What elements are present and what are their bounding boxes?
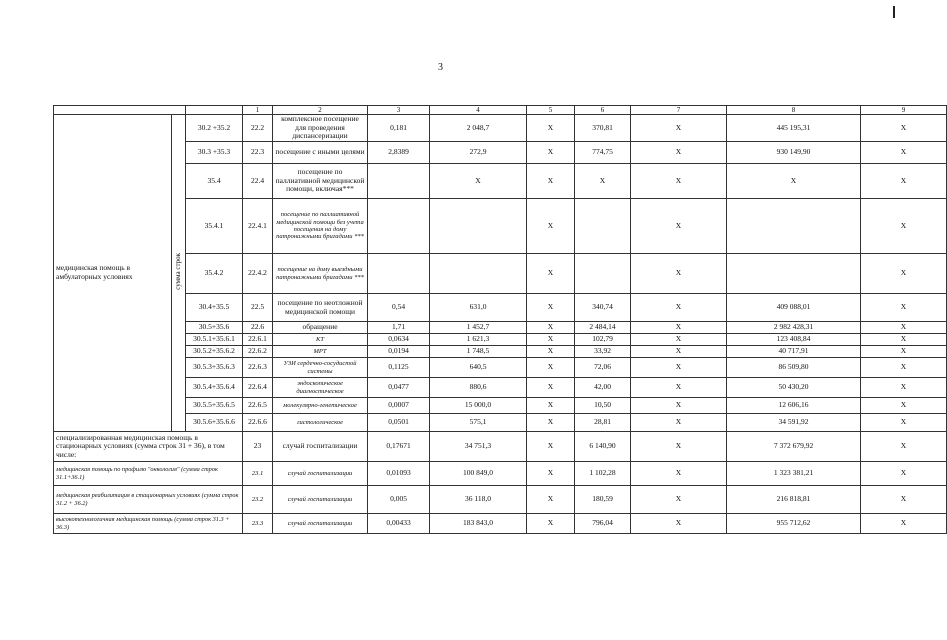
value-cell-col9: X xyxy=(861,378,947,398)
value-cell-col4: 2 048,7 xyxy=(430,115,527,142)
value-cell-col6: 72,06 xyxy=(575,358,631,378)
value-cell-col8: 216 818,81 xyxy=(727,486,861,514)
header-cell-3: 3 xyxy=(368,106,430,115)
row-description: КТ xyxy=(273,334,368,346)
row-description: случай госпитализации xyxy=(273,432,368,462)
value-cell-col7: X xyxy=(631,414,727,432)
header-cell-9: 9 xyxy=(861,106,947,115)
header-cell-blank xyxy=(54,106,186,115)
row-description: посещение с иными целями xyxy=(273,142,368,164)
header-row xyxy=(54,106,947,115)
row-description: гистологическое xyxy=(273,414,368,432)
summary-row xyxy=(54,432,947,462)
value-cell-col9: X xyxy=(861,432,947,462)
value-cell-col9: X xyxy=(861,294,947,322)
value-cell-col8: 40 717,91 xyxy=(727,346,861,358)
row-number: 22.6.3 xyxy=(243,358,273,378)
header-cell-5: 5 xyxy=(527,106,575,115)
value-cell-col5: X xyxy=(527,414,575,432)
value-cell-col9: X xyxy=(861,414,947,432)
summary-row xyxy=(54,462,947,486)
row-description: МРТ xyxy=(273,346,368,358)
value-cell-col5: X xyxy=(527,358,575,378)
value-cell-col6: 10,50 xyxy=(575,398,631,414)
table-row xyxy=(54,164,947,199)
row-number: 23.2 xyxy=(243,486,273,514)
value-cell-col8: 409 088,01 xyxy=(727,294,861,322)
header-cell-6: 6 xyxy=(575,106,631,115)
value-cell-col5: X xyxy=(527,346,575,358)
value-cell-col6: 180,59 xyxy=(575,486,631,514)
summary-label: медицинская реабилитация в стационарных условиях (сумма строк 31.2 + 36.2) xyxy=(54,486,243,514)
value-cell-col5: X xyxy=(527,432,575,462)
row-number: 22.4 xyxy=(243,164,273,199)
value-cell-col3: 0,00433 xyxy=(368,514,430,534)
value-cell-col6: 1 102,28 xyxy=(575,462,631,486)
row-description: случай госпитализации xyxy=(273,486,368,514)
row-description: УЗИ сердечно-сосудистой системы xyxy=(273,358,368,378)
value-cell-col3: 0,181 xyxy=(368,115,430,142)
value-cell-col5: X xyxy=(527,322,575,334)
value-cell-col5: X xyxy=(527,115,575,142)
value-cell-col4: 34 751,3 xyxy=(430,432,527,462)
value-cell-col3: 0,0634 xyxy=(368,334,430,346)
header-cell-1: 1 xyxy=(243,106,273,115)
row-description: посещение по паллиативной медицинской помощи, включая*** xyxy=(273,164,368,199)
value-cell-col7: X xyxy=(631,486,727,514)
value-cell-col9: X xyxy=(861,115,947,142)
value-cell-col7: X xyxy=(631,346,727,358)
row-source: 30.5.6+35.6.6 xyxy=(186,414,243,432)
value-cell-col6: 370,81 xyxy=(575,115,631,142)
value-cell-col3: 1,71 xyxy=(368,322,430,334)
value-cell-col3: 0,54 xyxy=(368,294,430,322)
table-row xyxy=(54,414,947,432)
header-cell-8: 8 xyxy=(727,106,861,115)
value-cell-col3 xyxy=(368,254,430,294)
summary-row xyxy=(54,486,947,514)
value-cell-col3: 0,0007 xyxy=(368,398,430,414)
header-cell-4: 4 xyxy=(430,106,527,115)
value-cell-col7: X xyxy=(631,334,727,346)
row-number: 22.6.4 xyxy=(243,378,273,398)
row-number: 22.2 xyxy=(243,115,273,142)
table-row xyxy=(54,358,947,378)
value-cell-col9: X xyxy=(861,358,947,378)
row-number: 22.6 xyxy=(243,322,273,334)
value-cell-col4: 15 000,0 xyxy=(430,398,527,414)
value-cell-col8 xyxy=(727,254,861,294)
value-cell-col6: 340,74 xyxy=(575,294,631,322)
value-cell-col3: 0,01093 xyxy=(368,462,430,486)
row-source: 30.2 +35.2 xyxy=(186,115,243,142)
value-cell-col5: X xyxy=(527,462,575,486)
value-cell-col6: 33,92 xyxy=(575,346,631,358)
header-cell-blank2 xyxy=(186,106,243,115)
value-cell-col7: X xyxy=(631,398,727,414)
value-cell-col7: X xyxy=(631,254,727,294)
value-cell-col4: 36 118,0 xyxy=(430,486,527,514)
value-cell-col4: 575,1 xyxy=(430,414,527,432)
row-number: 23 xyxy=(243,432,273,462)
summary-label: специализированная медицинская помощь в стационарных условиях (сумма строк 31 + 36), в том числе: xyxy=(54,432,243,462)
row-number: 22.3 xyxy=(243,142,273,164)
row-source: 30.4+35.5 xyxy=(186,294,243,322)
table-row xyxy=(54,199,947,254)
value-cell-col9: X xyxy=(861,164,947,199)
table-row xyxy=(54,378,947,398)
row-description: посещение по паллиативной медицинской помощи без учета посещения на дому патронажными бригадами *** xyxy=(273,199,368,254)
value-cell-col7: X xyxy=(631,294,727,322)
value-cell-col5: X xyxy=(527,398,575,414)
row-source: 30.5+35.6 xyxy=(186,322,243,334)
value-cell-col5: X xyxy=(527,294,575,322)
value-cell-col6: 102,79 xyxy=(575,334,631,346)
value-cell-col3: 0,005 xyxy=(368,486,430,514)
value-cell-col4: 100 849,0 xyxy=(430,462,527,486)
value-cell-col6: 796,04 xyxy=(575,514,631,534)
table-row xyxy=(54,115,947,142)
value-cell-col6: 28,81 xyxy=(575,414,631,432)
value-cell-col4: 1 452,7 xyxy=(430,322,527,334)
value-cell-col7: X xyxy=(631,322,727,334)
value-cell-col8: 50 430,20 xyxy=(727,378,861,398)
row-source: 30.3 +35.3 xyxy=(186,142,243,164)
value-cell-col4: 631,0 xyxy=(430,294,527,322)
value-cell-col4: 880,6 xyxy=(430,378,527,398)
value-cell-col4: 272,9 xyxy=(430,142,527,164)
value-cell-col4 xyxy=(430,254,527,294)
row-source: 35.4.2 xyxy=(186,254,243,294)
row-description: случай госпитализации xyxy=(273,462,368,486)
value-cell-col3 xyxy=(368,199,430,254)
value-cell-col8 xyxy=(727,199,861,254)
row-description: комплексное посещение для проведения диспансеризации xyxy=(273,115,368,142)
table-row xyxy=(54,142,947,164)
vertical-label: сумма строк xyxy=(174,253,183,291)
data-table xyxy=(53,105,947,534)
row-number: 23.3 xyxy=(243,514,273,534)
value-cell-col4: 183 843,0 xyxy=(430,514,527,534)
table-row xyxy=(54,322,947,334)
value-cell-col6: 774,75 xyxy=(575,142,631,164)
value-cell-col5: X xyxy=(527,514,575,534)
value-cell-col7: X xyxy=(631,142,727,164)
row-description: эндоскопическое диагностическое xyxy=(273,378,368,398)
row-number: 22.5 xyxy=(243,294,273,322)
value-cell-col5: X xyxy=(527,142,575,164)
value-cell-col9: X xyxy=(861,486,947,514)
vertical-label-cell xyxy=(172,115,186,432)
row-source: 35.4.1 xyxy=(186,199,243,254)
row-description: молекулярно-генетическое xyxy=(273,398,368,414)
row-number: 22.6.1 xyxy=(243,334,273,346)
value-cell-col7: X xyxy=(631,358,727,378)
row-description: посещение на дому выездными патронажными бригадами *** xyxy=(273,254,368,294)
value-cell-col3: 0,0501 xyxy=(368,414,430,432)
value-cell-col8: 7 372 679,92 xyxy=(727,432,861,462)
value-cell-col6: 42,00 xyxy=(575,378,631,398)
value-cell-col3: 0,1125 xyxy=(368,358,430,378)
value-cell-col5: X xyxy=(527,378,575,398)
value-cell-col6: X xyxy=(575,164,631,199)
table-row xyxy=(54,334,947,346)
value-cell-col8: 123 408,84 xyxy=(727,334,861,346)
value-cell-col9: X xyxy=(861,199,947,254)
table-row xyxy=(54,398,947,414)
row-number: 22.4.2 xyxy=(243,254,273,294)
row-number: 22.4.1 xyxy=(243,199,273,254)
value-cell-col8: 34 591,92 xyxy=(727,414,861,432)
row-number: 22.6.2 xyxy=(243,346,273,358)
row-description: случай госпитализации xyxy=(273,514,368,534)
summary-row xyxy=(54,514,947,534)
value-cell-col8: 930 149,90 xyxy=(727,142,861,164)
row-source: 30.5.1+35.6.1 xyxy=(186,334,243,346)
value-cell-col7: X xyxy=(631,199,727,254)
value-cell-col8: 1 323 381,21 xyxy=(727,462,861,486)
table-row xyxy=(54,294,947,322)
row-number: 22.6.5 xyxy=(243,398,273,414)
value-cell-col8: 2 982 428,31 xyxy=(727,322,861,334)
row-source: 35.4 xyxy=(186,164,243,199)
value-cell-col3: 0,0194 xyxy=(368,346,430,358)
value-cell-col8: X xyxy=(727,164,861,199)
value-cell-col8: 12 606,16 xyxy=(727,398,861,414)
row-number: 23.1 xyxy=(243,462,273,486)
value-cell-col3: 0,17671 xyxy=(368,432,430,462)
value-cell-col5: X xyxy=(527,254,575,294)
row-description: обращение xyxy=(273,322,368,334)
value-cell-col6 xyxy=(575,254,631,294)
summary-label: медицинская помощь по профилю "онкология" (сумма строк 31.1+36.1) xyxy=(54,462,243,486)
value-cell-col6: 2 484,14 xyxy=(575,322,631,334)
group-label: медицинская помощь в амбулаторных условиях xyxy=(54,115,172,432)
scan-edge-mark xyxy=(893,6,895,18)
value-cell-col4: X xyxy=(430,164,527,199)
summary-label: высокотехнологичная медицинская помощь (сумма строк 31.3 + 36.3) xyxy=(54,514,243,534)
value-cell-col3 xyxy=(368,164,430,199)
row-description: посещение по неотложной медицинской помощи xyxy=(273,294,368,322)
value-cell-col3: 2,8389 xyxy=(368,142,430,164)
value-cell-col9: X xyxy=(861,334,947,346)
value-cell-col3: 0,0477 xyxy=(368,378,430,398)
value-cell-col9: X xyxy=(861,346,947,358)
value-cell-col8: 86 509,80 xyxy=(727,358,861,378)
value-cell-col9: X xyxy=(861,398,947,414)
value-cell-col9: X xyxy=(861,514,947,534)
header-cell-2: 2 xyxy=(273,106,368,115)
value-cell-col8: 445 195,31 xyxy=(727,115,861,142)
value-cell-col4: 1 621,3 xyxy=(430,334,527,346)
value-cell-col9: X xyxy=(861,322,947,334)
value-cell-col5: X xyxy=(527,486,575,514)
page-number: 3 xyxy=(438,62,443,73)
row-number: 22.6.6 xyxy=(243,414,273,432)
value-cell-col7: X xyxy=(631,514,727,534)
value-cell-col7: X xyxy=(631,462,727,486)
value-cell-col5: X xyxy=(527,334,575,346)
value-cell-col9: X xyxy=(861,142,947,164)
row-source: 30.5.5+35.6.5 xyxy=(186,398,243,414)
value-cell-col6: 6 140,90 xyxy=(575,432,631,462)
value-cell-col5: X xyxy=(527,199,575,254)
value-cell-col9: X xyxy=(861,462,947,486)
value-cell-col7: X xyxy=(631,378,727,398)
value-cell-col5: X xyxy=(527,164,575,199)
value-cell-col7: X xyxy=(631,164,727,199)
row-source: 30.5.4+35.6.4 xyxy=(186,378,243,398)
value-cell-col4: 1 748,5 xyxy=(430,346,527,358)
header-cell-7: 7 xyxy=(631,106,727,115)
row-source: 30.5.3+35.6.3 xyxy=(186,358,243,378)
value-cell-col6 xyxy=(575,199,631,254)
row-source: 30.5.2+35.6.2 xyxy=(186,346,243,358)
value-cell-col7: X xyxy=(631,432,727,462)
value-cell-col7: X xyxy=(631,115,727,142)
table-row xyxy=(54,254,947,294)
value-cell-col4 xyxy=(430,199,527,254)
value-cell-col8: 955 712,62 xyxy=(727,514,861,534)
value-cell-col9: X xyxy=(861,254,947,294)
table-row xyxy=(54,346,947,358)
value-cell-col4: 640,5 xyxy=(430,358,527,378)
